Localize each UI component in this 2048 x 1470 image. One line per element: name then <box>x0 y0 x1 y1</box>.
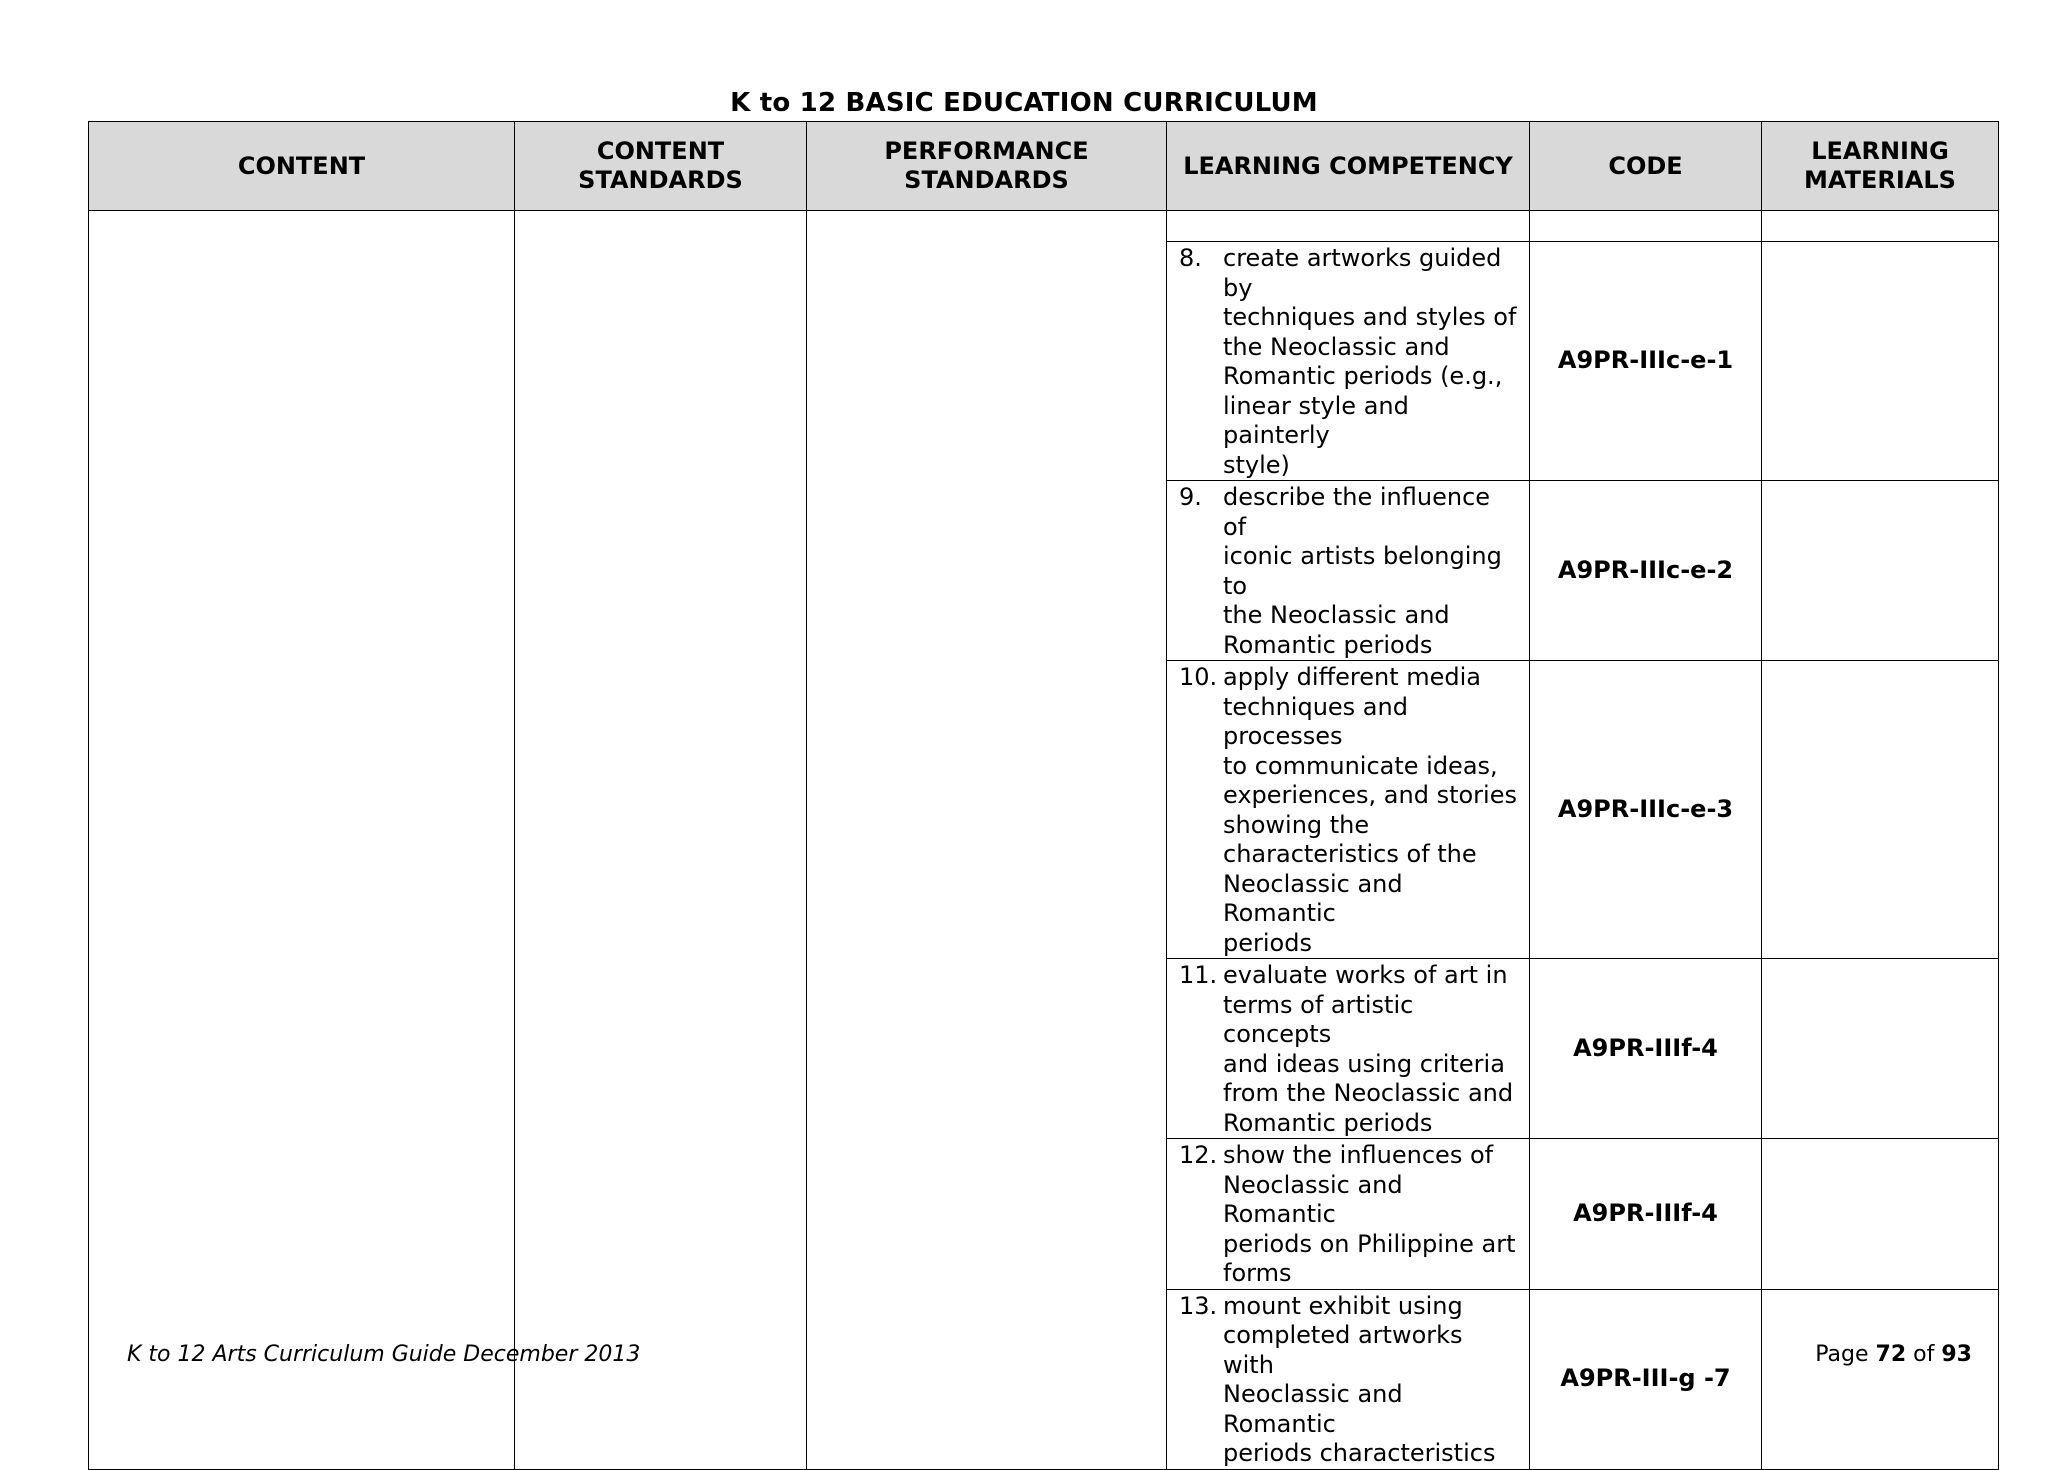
competency-cell <box>1167 242 1530 481</box>
competency-number: 8. <box>1179 244 1202 272</box>
code-cell: A9PR-IIIf-4 <box>1530 1139 1762 1290</box>
code-cell-empty <box>1530 211 1762 242</box>
competency-number: 13. <box>1179 1291 1218 1320</box>
header-learning-materials: LEARNING MATERIALS <box>1762 122 1999 211</box>
code-cell: A9PR-IIIc-e-3 <box>1530 661 1762 959</box>
materials-cell <box>1762 1289 1999 1469</box>
code-cell: A9PR-IIIc-e-1 <box>1530 242 1762 481</box>
competency-text: show the influences of Neoclassic and Romantic periods on Philippine art forms <box>1223 1141 1516 1287</box>
competency-number: 12. <box>1179 1141 1218 1169</box>
competency-item <box>1179 483 1519 660</box>
competency-cell <box>1167 1289 1530 1469</box>
competency-cell <box>1167 1139 1530 1290</box>
competency-cell-empty <box>1167 211 1530 242</box>
competency-item <box>1179 961 1519 1138</box>
competency-cell <box>1167 481 1530 661</box>
competency-text: apply different media techniques and processes to communicate ideas, experiences, and stories showing the characteristics of the Neoclassic and Romantic periods <box>1223 663 1517 957</box>
code-cell: A9PR-IIIc-e-2 <box>1530 481 1762 661</box>
competency-item <box>1179 1141 1519 1289</box>
materials-cell <box>1762 1139 1999 1290</box>
code-cell: A9PR-IIIf-4 <box>1530 959 1762 1139</box>
content-standards-cell <box>515 211 807 1470</box>
competency-text: evaluate works of art in terms of artistic concepts and ideas using criteria from the Neoclassic and Romantic periods <box>1223 961 1514 1137</box>
footer-page-number: Page 72 of 93 <box>1815 1342 1972 1367</box>
header-learning-competency: LEARNING COMPETENCY <box>1167 122 1530 211</box>
footer-guide-title: K to 12 Arts Curriculum Guide December 2013 <box>127 1342 641 1367</box>
competency-item <box>1179 663 1519 958</box>
competency-text: create artworks guided by techniques and styles of the Neoclassic and Romantic periods (e.g., linear style and painterly style) <box>1223 244 1517 479</box>
document-title: K to 12 BASIC EDUCATION CURRICULUM <box>730 88 1318 118</box>
curriculum-table <box>88 121 1999 1470</box>
materials-cell <box>1762 242 1999 481</box>
code-cell: A9PR-III-g -7 <box>1530 1289 1762 1469</box>
materials-cell-empty <box>1762 211 1999 242</box>
competency-number: 10. <box>1179 663 1218 691</box>
materials-cell <box>1762 661 1999 959</box>
competency-number: 9. <box>1179 483 1202 511</box>
header-code: CODE <box>1530 122 1762 211</box>
materials-cell <box>1762 959 1999 1139</box>
header-performance-standards: PERFORMANCE STANDARDS <box>807 122 1167 211</box>
content-cell <box>89 211 515 1470</box>
materials-cell <box>1762 481 1999 661</box>
table-row-empty <box>89 211 1999 242</box>
competency-text: describe the influence of iconic artists belonging to the Neoclassic and Romantic periods <box>1223 483 1502 659</box>
competency-cell <box>1167 959 1530 1139</box>
performance-standards-cell <box>807 211 1167 1470</box>
competency-item <box>1179 1292 1519 1469</box>
competency-cell <box>1167 661 1530 959</box>
header-content-standards: CONTENT STANDARDS <box>515 122 807 211</box>
competency-number: 11. <box>1179 961 1218 989</box>
competency-text: mount exhibit using completed artworks with Neoclassic and Romantic periods characteristics <box>1223 1291 1496 1467</box>
header-content: CONTENT <box>89 122 515 211</box>
competency-item <box>1179 244 1519 480</box>
table-header-row <box>89 122 1999 211</box>
